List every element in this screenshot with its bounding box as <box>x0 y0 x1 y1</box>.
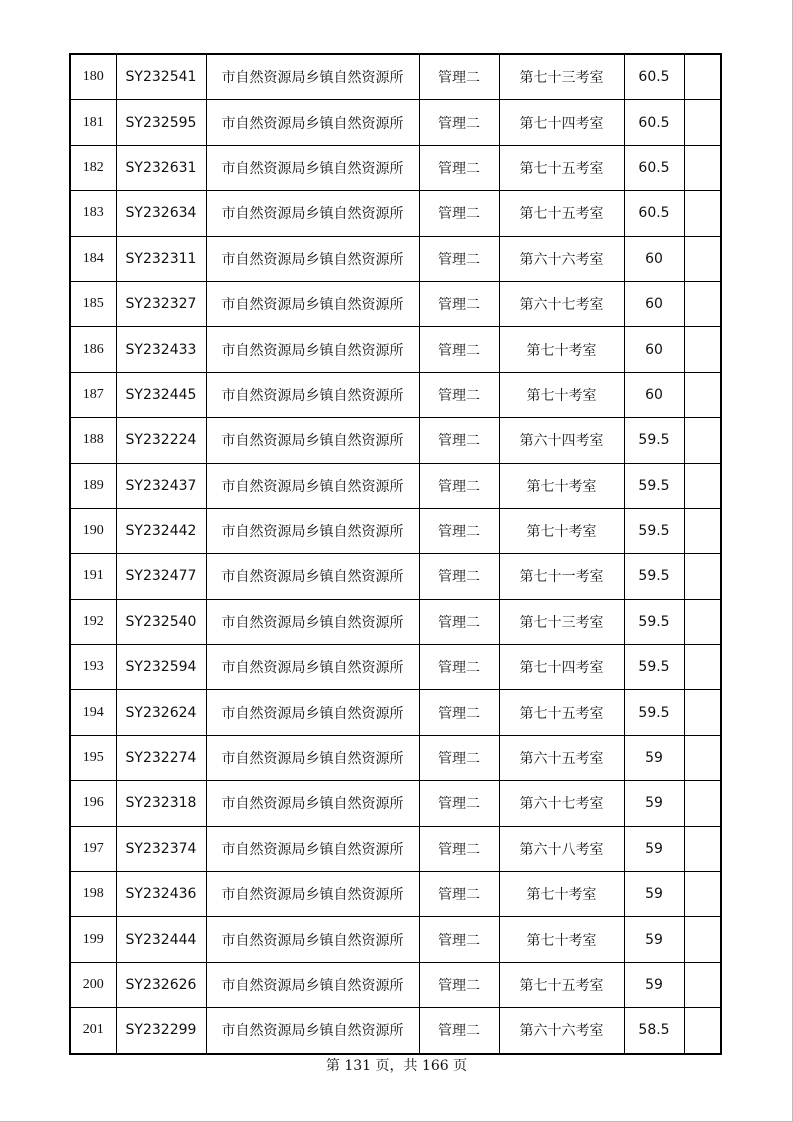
cell-seq-no: 191 <box>70 554 116 599</box>
cell-position: 管理二 <box>419 463 499 508</box>
cell-score: 59.5 <box>624 690 684 735</box>
cell-score: 59 <box>624 781 684 826</box>
cell-position: 管理二 <box>419 735 499 780</box>
cell-exam-room: 第七十五考室 <box>499 145 624 190</box>
cell-exam-id: SY232445 <box>116 372 206 417</box>
cell-unit: 市自然资源局乡镇自然资源所 <box>206 463 419 508</box>
cell-exam-id: SY232594 <box>116 645 206 690</box>
cell-position: 管理二 <box>419 327 499 372</box>
cell-seq-no: 186 <box>70 327 116 372</box>
cell-remark <box>684 191 721 236</box>
cell-exam-room: 第七十三考室 <box>499 54 624 100</box>
cell-exam-room: 第七十考室 <box>499 327 624 372</box>
cell-exam-room: 第六十四考室 <box>499 418 624 463</box>
cell-remark <box>684 327 721 372</box>
cell-position: 管理二 <box>419 1008 499 1054</box>
table-row <box>70 599 721 644</box>
cell-seq-no: 193 <box>70 645 116 690</box>
cell-exam-room: 第七十五考室 <box>499 191 624 236</box>
cell-unit: 市自然资源局乡镇自然资源所 <box>206 281 419 326</box>
cell-position: 管理二 <box>419 508 499 553</box>
cell-remark <box>684 1008 721 1054</box>
cell-exam-id: SY232540 <box>116 599 206 644</box>
cell-exam-room: 第七十考室 <box>499 372 624 417</box>
cell-seq-no: 199 <box>70 917 116 962</box>
cell-unit: 市自然资源局乡镇自然资源所 <box>206 690 419 735</box>
cell-unit: 市自然资源局乡镇自然资源所 <box>206 645 419 690</box>
cell-remark <box>684 962 721 1007</box>
cell-score: 60 <box>624 281 684 326</box>
cell-score: 59 <box>624 735 684 780</box>
cell-remark <box>684 826 721 871</box>
table-row <box>70 1008 721 1054</box>
cell-unit: 市自然资源局乡镇自然资源所 <box>206 145 419 190</box>
cell-seq-no: 189 <box>70 463 116 508</box>
table-row <box>70 145 721 190</box>
cell-exam-id: SY232631 <box>116 145 206 190</box>
cell-exam-id: SY232436 <box>116 872 206 917</box>
table-row <box>70 735 721 780</box>
table-row <box>70 327 721 372</box>
cell-exam-room: 第七十考室 <box>499 463 624 508</box>
cell-position: 管理二 <box>419 690 499 735</box>
cell-position: 管理二 <box>419 962 499 1007</box>
cell-exam-id: SY232477 <box>116 554 206 599</box>
cell-remark <box>684 735 721 780</box>
cell-score: 60.5 <box>624 100 684 145</box>
cell-position: 管理二 <box>419 236 499 281</box>
page-footer: 第 131 页，共 166 页 <box>325 1058 468 1074</box>
cell-remark <box>684 54 721 100</box>
cell-seq-no: 197 <box>70 826 116 871</box>
cell-position: 管理二 <box>419 917 499 962</box>
cell-position: 管理二 <box>419 145 499 190</box>
table-row <box>70 962 721 1007</box>
cell-seq-no: 182 <box>70 145 116 190</box>
cell-exam-room: 第六十六考室 <box>499 236 624 281</box>
cell-unit: 市自然资源局乡镇自然资源所 <box>206 826 419 871</box>
cell-position: 管理二 <box>419 826 499 871</box>
cell-unit: 市自然资源局乡镇自然资源所 <box>206 962 419 1007</box>
cell-remark <box>684 872 721 917</box>
table-row <box>70 236 721 281</box>
cell-score: 59.5 <box>624 508 684 553</box>
results-table-body <box>70 54 721 1054</box>
cell-score: 60.5 <box>624 54 684 100</box>
cell-unit: 市自然资源局乡镇自然资源所 <box>206 236 419 281</box>
cell-exam-room: 第六十六考室 <box>499 1008 624 1054</box>
cell-remark <box>684 281 721 326</box>
cell-exam-id: SY232437 <box>116 463 206 508</box>
cell-unit: 市自然资源局乡镇自然资源所 <box>206 554 419 599</box>
cell-score: 60.5 <box>624 145 684 190</box>
cell-remark <box>684 554 721 599</box>
cell-unit: 市自然资源局乡镇自然资源所 <box>206 100 419 145</box>
cell-seq-no: 183 <box>70 191 116 236</box>
cell-seq-no: 180 <box>70 54 116 100</box>
cell-exam-id: SY232318 <box>116 781 206 826</box>
cell-position: 管理二 <box>419 281 499 326</box>
cell-unit: 市自然资源局乡镇自然资源所 <box>206 191 419 236</box>
cell-exam-room: 第七十四考室 <box>499 100 624 145</box>
cell-remark <box>684 418 721 463</box>
cell-score: 60.5 <box>624 191 684 236</box>
table-row <box>70 781 721 826</box>
cell-unit: 市自然资源局乡镇自然资源所 <box>206 917 419 962</box>
cell-exam-id: SY232224 <box>116 418 206 463</box>
cell-exam-room: 第七十五考室 <box>499 690 624 735</box>
cell-score: 60 <box>624 236 684 281</box>
cell-unit: 市自然资源局乡镇自然资源所 <box>206 781 419 826</box>
cell-seq-no: 195 <box>70 735 116 780</box>
cell-exam-id: SY232299 <box>116 1008 206 1054</box>
cell-position: 管理二 <box>419 100 499 145</box>
cell-remark <box>684 690 721 735</box>
cell-position: 管理二 <box>419 645 499 690</box>
cell-seq-no: 198 <box>70 872 116 917</box>
cell-position: 管理二 <box>419 191 499 236</box>
cell-exam-id: SY232444 <box>116 917 206 962</box>
cell-remark <box>684 599 721 644</box>
cell-seq-no: 185 <box>70 281 116 326</box>
cell-position: 管理二 <box>419 781 499 826</box>
table-row <box>70 826 721 871</box>
cell-unit: 市自然资源局乡镇自然资源所 <box>206 508 419 553</box>
cell-position: 管理二 <box>419 872 499 917</box>
cell-seq-no: 201 <box>70 1008 116 1054</box>
cell-exam-room: 第六十七考室 <box>499 281 624 326</box>
cell-exam-id: SY232274 <box>116 735 206 780</box>
cell-position: 管理二 <box>419 54 499 100</box>
table-row <box>70 281 721 326</box>
cell-unit: 市自然资源局乡镇自然资源所 <box>206 54 419 100</box>
cell-unit: 市自然资源局乡镇自然资源所 <box>206 1008 419 1054</box>
cell-remark <box>684 372 721 417</box>
cell-score: 59.5 <box>624 554 684 599</box>
cell-seq-no: 190 <box>70 508 116 553</box>
cell-score: 60 <box>624 327 684 372</box>
cell-position: 管理二 <box>419 554 499 599</box>
cell-seq-no: 200 <box>70 962 116 1007</box>
cell-unit: 市自然资源局乡镇自然资源所 <box>206 872 419 917</box>
cell-score: 59 <box>624 917 684 962</box>
cell-unit: 市自然资源局乡镇自然资源所 <box>206 599 419 644</box>
cell-exam-id: SY232626 <box>116 962 206 1007</box>
cell-exam-id: SY232595 <box>116 100 206 145</box>
cell-remark <box>684 100 721 145</box>
cell-seq-no: 187 <box>70 372 116 417</box>
cell-exam-id: SY232374 <box>116 826 206 871</box>
cell-unit: 市自然资源局乡镇自然资源所 <box>206 418 419 463</box>
cell-exam-id: SY232624 <box>116 690 206 735</box>
cell-score: 59.5 <box>624 645 684 690</box>
cell-seq-no: 192 <box>70 599 116 644</box>
cell-exam-room: 第七十五考室 <box>499 962 624 1007</box>
cell-unit: 市自然资源局乡镇自然资源所 <box>206 372 419 417</box>
table-row <box>70 418 721 463</box>
cell-exam-id: SY232327 <box>116 281 206 326</box>
cell-position: 管理二 <box>419 418 499 463</box>
cell-remark <box>684 645 721 690</box>
cell-unit: 市自然资源局乡镇自然资源所 <box>206 735 419 780</box>
cell-position: 管理二 <box>419 372 499 417</box>
cell-remark <box>684 463 721 508</box>
cell-score: 60 <box>624 372 684 417</box>
cell-score: 59.5 <box>624 463 684 508</box>
cell-exam-room: 第七十考室 <box>499 917 624 962</box>
table-row <box>70 508 721 553</box>
cell-exam-room: 第六十八考室 <box>499 826 624 871</box>
cell-seq-no: 194 <box>70 690 116 735</box>
cell-exam-id: SY232541 <box>116 54 206 100</box>
cell-remark <box>684 145 721 190</box>
cell-score: 59.5 <box>624 599 684 644</box>
table-row <box>70 463 721 508</box>
cell-exam-room: 第七十一考室 <box>499 554 624 599</box>
cell-remark <box>684 781 721 826</box>
cell-position: 管理二 <box>419 599 499 644</box>
results-table <box>69 53 722 1055</box>
table-row <box>70 554 721 599</box>
cell-exam-room: 第七十三考室 <box>499 599 624 644</box>
cell-exam-id: SY232433 <box>116 327 206 372</box>
table-row <box>70 191 721 236</box>
cell-seq-no: 188 <box>70 418 116 463</box>
cell-remark <box>684 917 721 962</box>
cell-exam-room: 第六十五考室 <box>499 735 624 780</box>
cell-remark <box>684 508 721 553</box>
cell-exam-id: SY232442 <box>116 508 206 553</box>
cell-seq-no: 196 <box>70 781 116 826</box>
cell-exam-room: 第七十四考室 <box>499 645 624 690</box>
table-row <box>70 372 721 417</box>
cell-score: 59.5 <box>624 418 684 463</box>
cell-seq-no: 181 <box>70 100 116 145</box>
cell-exam-id: SY232634 <box>116 191 206 236</box>
cell-exam-id: SY232311 <box>116 236 206 281</box>
table-row <box>70 54 721 100</box>
cell-exam-room: 第七十考室 <box>499 872 624 917</box>
table-row <box>70 100 721 145</box>
cell-unit: 市自然资源局乡镇自然资源所 <box>206 327 419 372</box>
table-row <box>70 917 721 962</box>
cell-exam-room: 第七十考室 <box>499 508 624 553</box>
cell-score: 59 <box>624 826 684 871</box>
table-row <box>70 690 721 735</box>
table-row <box>70 872 721 917</box>
cell-score: 58.5 <box>624 1008 684 1054</box>
cell-seq-no: 184 <box>70 236 116 281</box>
cell-remark <box>684 236 721 281</box>
cell-score: 59 <box>624 872 684 917</box>
cell-score: 59 <box>624 962 684 1007</box>
table-row <box>70 645 721 690</box>
cell-exam-room: 第六十七考室 <box>499 781 624 826</box>
